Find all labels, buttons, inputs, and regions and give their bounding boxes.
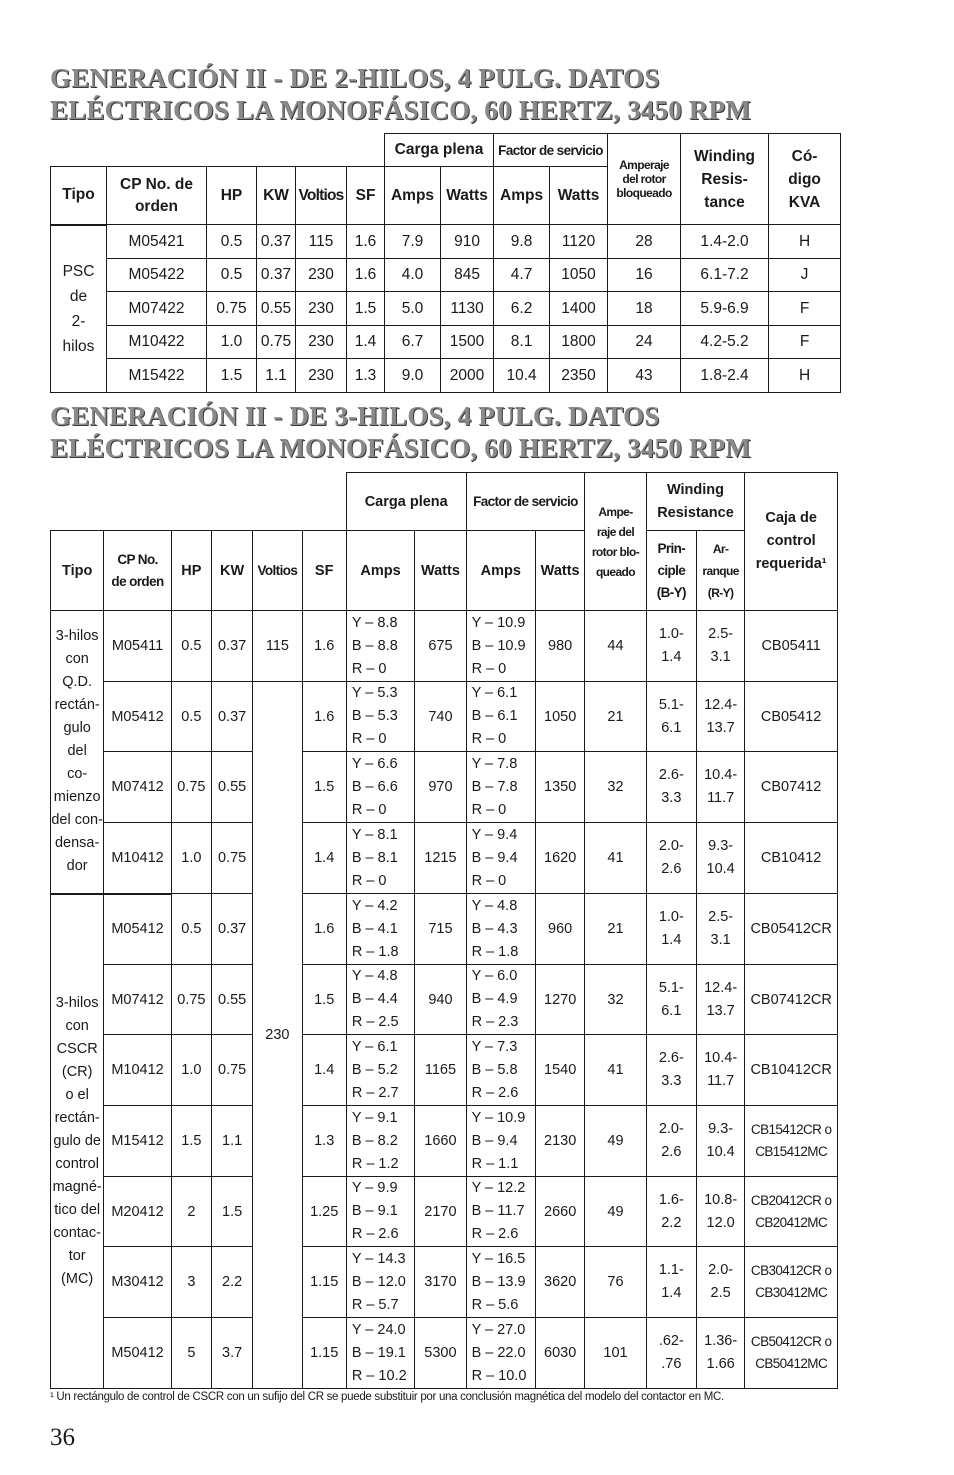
table-row [51, 752, 838, 823]
cell-sf-watts: 960 [536, 894, 585, 965]
cell-cp: M05422 [107, 259, 207, 292]
cell-volts: 115 [253, 611, 302, 682]
cell-hp: 0.5 [207, 259, 257, 292]
header-amps: Amps [385, 167, 441, 225]
cell-cp: M10412 [104, 823, 171, 894]
cell-amps: Y – 14.3 B – 12.0 R – 5.7 [346, 1247, 414, 1318]
cell-watts: 1660 [415, 1106, 466, 1177]
cell-hp: 0.5 [171, 682, 211, 752]
cell-caja: CB07412 [745, 752, 838, 823]
cell-watts: 2000 [441, 359, 494, 393]
cell-sf: 1.6 [347, 259, 385, 292]
cell-resistance: 1.4-2.0 [681, 225, 769, 259]
cell-cp: M05411 [104, 611, 171, 682]
cell-kw: 0.75 [212, 1035, 253, 1106]
cell-watts: 1130 [441, 292, 494, 326]
cell-hp: 0.75 [171, 752, 211, 823]
cell-hp: 3 [171, 1247, 211, 1318]
cell-sf-watts: 3620 [536, 1247, 585, 1318]
header-sf: SF [347, 167, 385, 225]
table-row [51, 1247, 838, 1318]
two-wire-electrical-table [50, 133, 841, 393]
cell-lra: 32 [585, 965, 646, 1035]
cell-watts: 970 [415, 752, 466, 823]
cell-resistance: 1.8-2.4 [681, 359, 769, 393]
cell-sf-amps: 6.2 [494, 292, 550, 326]
cell-principle: 2.0- 2.6 [646, 1106, 696, 1177]
cell-amps: 4.0 [385, 259, 441, 292]
header-cp-no: CP No. de orden [107, 167, 207, 225]
cell-sf-amps: Y – 12.2 B – 11.7 R – 2.6 [466, 1177, 535, 1247]
cell-amps: Y – 5.3 B – 5.3 R – 0 [346, 682, 414, 752]
cell-amps: Y – 6.6 B – 6.6 R – 0 [346, 752, 414, 823]
header-kw: KW [257, 167, 296, 225]
table-row [51, 894, 838, 965]
header-tipo: Tipo [51, 531, 104, 611]
cell-sf: 1.3 [347, 359, 385, 393]
cell-caja: CB05412CR [745, 894, 838, 965]
cell-watts: 715 [415, 894, 466, 965]
header-winding: Winding Resistance [646, 473, 745, 531]
cell-amps: 6.7 [385, 326, 441, 359]
cell-sf-amps: Y – 4.8 B – 4.3 R – 1.8 [466, 894, 535, 965]
cell-caja: CB05411 [745, 611, 838, 682]
cell-principle: 1.6- 2.2 [646, 1177, 696, 1247]
cell-kw: 0.37 [212, 682, 253, 752]
header-tipo: Tipo [51, 167, 107, 225]
cell-amps: Y – 4.2 B – 4.1 R – 1.8 [346, 894, 414, 965]
cell-principle: 2.6- 3.3 [646, 752, 696, 823]
cell-hp: 1.0 [171, 823, 211, 894]
cell-watts: 1165 [415, 1035, 466, 1106]
cell-caja: CB10412CR [745, 1035, 838, 1106]
cell-arranque: 12.4- 13.7 [696, 682, 744, 752]
cell-caja: CB10412 [745, 823, 838, 894]
header-amperaje: Amperaje del rotor bloqueado [608, 134, 681, 225]
cell-volts: 230 [296, 259, 347, 292]
cell-kw: 0.37 [257, 225, 296, 259]
cell-arranque: 12.4- 13.7 [696, 965, 744, 1035]
cell-amps: 7.9 [385, 225, 441, 259]
cell-kw: 0.37 [212, 611, 253, 682]
cell-cp: M07412 [104, 752, 171, 823]
cell-sf-amps: Y – 6.1 B – 6.1 R – 0 [466, 682, 535, 752]
cell-caja: CB15412CR o CB15412MC [745, 1106, 838, 1177]
cell-sf: 1.15 [302, 1318, 346, 1389]
cell-sf-watts: 1050 [550, 259, 608, 292]
cell-watts: 1500 [441, 326, 494, 359]
cell-kva: J [769, 259, 841, 292]
header-winding: Winding Resis- tance [681, 134, 769, 225]
cell-cp: M07422 [107, 292, 207, 326]
cell-cp: M05421 [107, 225, 207, 259]
cell-resistance: 6.1-7.2 [681, 259, 769, 292]
section1-title [50, 62, 870, 126]
cell-sf: 1.25 [302, 1177, 346, 1247]
cell-lra: 18 [608, 292, 681, 326]
cell-sf-amps: Y – 6.0 B – 4.9 R – 2.3 [466, 965, 535, 1035]
cell-sf: 1.6 [302, 682, 346, 752]
cell-cp: M10412 [104, 1035, 171, 1106]
table-row [51, 259, 841, 292]
cell-kw: 0.37 [257, 259, 296, 292]
cell-arranque: 9.3- 10.4 [696, 1106, 744, 1177]
cell-watts: 1215 [415, 823, 466, 894]
cell-watts: 5300 [415, 1318, 466, 1389]
header-carga-plena: Carga plena [346, 473, 466, 531]
cell-sf-amps: Y – 10.9 B – 10.9 R – 0 [466, 611, 535, 682]
footnote: ¹ Un rectángulo de control de CSCR con un sufijo del CR se puede substituir por una conclusión magnética del modelo del contactor en MC. [50, 1391, 724, 1403]
page-number: 36 [50, 1424, 75, 1451]
cell-sf: 1.5 [347, 292, 385, 326]
cell-principle: .62- .76 [646, 1318, 696, 1389]
header-sf: SF [302, 531, 346, 611]
header-hp: HP [171, 531, 211, 611]
cell-arranque: 10.4- 11.7 [696, 1035, 744, 1106]
cell-sf-amps: 9.8 [494, 225, 550, 259]
cell-sf-watts: 980 [536, 611, 585, 682]
tipo-qd: 3-hilos con Q.D. rectán- gulo del co- mienzo del con- densa- dor [51, 611, 104, 894]
cell-sf-watts: 1050 [536, 682, 585, 752]
cell-sf: 1.6 [302, 894, 346, 965]
header-hp: HP [207, 167, 257, 225]
cell-caja: CB20412CR o CB20412MC [745, 1177, 838, 1247]
cell-amps: Y – 9.1 B – 8.2 R – 1.2 [346, 1106, 414, 1177]
section1-title-line1: GENERACIÓN II - DE 2-HILOS, 4 PULG. DATOS [50, 63, 660, 93]
header-blank [51, 134, 385, 167]
cell-sf-amps: Y – 10.9 B – 9.4 R – 1.1 [466, 1106, 535, 1177]
header-factor-servicio: Factor de servicio [494, 134, 608, 167]
cell-sf-watts: 2350 [550, 359, 608, 393]
cell-principle: 2.0- 2.6 [646, 823, 696, 894]
cell-arranque: 10.8- 12.0 [696, 1177, 744, 1247]
cell-kw: 1.1 [212, 1106, 253, 1177]
cell-lra: 49 [585, 1106, 646, 1177]
cell-cp: M30412 [104, 1247, 171, 1318]
cell-caja: CB07412CR [745, 965, 838, 1035]
cell-lra: 43 [608, 359, 681, 393]
cell-lra: 49 [585, 1177, 646, 1247]
header-voltios: Voltios [253, 531, 302, 611]
section2-title-line2: ELÉCTRICOS LA MONOFÁSICO, 60 HERTZ, 3450 RPM [50, 433, 751, 463]
cell-kw: 0.55 [212, 965, 253, 1035]
cell-sf-watts: 1540 [536, 1035, 585, 1106]
cell-cp: M15422 [107, 359, 207, 393]
cell-amps: Y – 6.1 B – 5.2 R – 2.7 [346, 1035, 414, 1106]
cell-sf: 1.5 [302, 965, 346, 1035]
cell-sf-watts: 1620 [536, 823, 585, 894]
cell-sf-amps: 4.7 [494, 259, 550, 292]
cell-amps: Y – 4.8 B – 4.4 R – 2.5 [346, 965, 414, 1035]
cell-amps: Y – 24.0 B – 19.1 R – 10.2 [346, 1318, 414, 1389]
cell-cp: M07412 [104, 965, 171, 1035]
cell-principle: 1.0- 1.4 [646, 894, 696, 965]
cell-sf-amps: Y – 16.5 B – 13.9 R – 5.6 [466, 1247, 535, 1318]
cell-sf-amps: 10.4 [494, 359, 550, 393]
cell-lra: 101 [585, 1318, 646, 1389]
cell-sf: 1.15 [302, 1247, 346, 1318]
header-sf-amps: Amps [466, 531, 535, 611]
three-wire-electrical-table [50, 472, 838, 1389]
header-principle: Prin- ciple (B-Y) [646, 531, 696, 611]
cell-arranque: 1.36- 1.66 [696, 1318, 744, 1389]
header-watts: Watts [415, 531, 466, 611]
cell-principle: 5.1- 6.1 [646, 682, 696, 752]
cell-cp: M20412 [104, 1177, 171, 1247]
table-row [51, 1035, 838, 1106]
cell-hp: 1.5 [171, 1106, 211, 1177]
cell-amps: Y – 8.8 B – 8.8 R – 0 [346, 611, 414, 682]
header-arranque: Ar- ranque (R-Y) [696, 531, 744, 611]
cell-kw: 0.75 [212, 823, 253, 894]
header-carga-plena: Carga plena [385, 134, 494, 167]
table-row [51, 1177, 838, 1247]
cell-amps: Y – 8.1 B – 8.1 R – 0 [346, 823, 414, 894]
header-caja-control: Caja de control requerida¹ [745, 473, 838, 611]
cell-sf-watts: 2130 [536, 1106, 585, 1177]
table-row [51, 965, 838, 1035]
cell-watts: 3170 [415, 1247, 466, 1318]
cell-arranque: 2.0- 2.5 [696, 1247, 744, 1318]
cell-hp: 2 [171, 1177, 211, 1247]
cell-watts: 675 [415, 611, 466, 682]
cell-sf-amps: Y – 9.4 B – 9.4 R – 0 [466, 823, 535, 894]
cell-kw: 0.55 [212, 752, 253, 823]
cell-sf: 1.6 [347, 225, 385, 259]
cell-principle: 5.1- 6.1 [646, 965, 696, 1035]
cell-sf: 1.4 [302, 823, 346, 894]
cell-sf-watts: 1270 [536, 965, 585, 1035]
cell-sf: 1.6 [302, 611, 346, 682]
header-sf-watts: Watts [536, 531, 585, 611]
cell-kw: 0.75 [257, 326, 296, 359]
cell-watts: 2170 [415, 1177, 466, 1247]
cell-hp: 0.75 [171, 965, 211, 1035]
cell-lra: 21 [585, 682, 646, 752]
cell-kva: F [769, 292, 841, 326]
cell-sf: 1.4 [302, 1035, 346, 1106]
cell-sf-watts: 1800 [550, 326, 608, 359]
cell-hp: 0.75 [207, 292, 257, 326]
cell-caja: CB05412 [745, 682, 838, 752]
cell-kw: 1.5 [212, 1177, 253, 1247]
table-row [51, 682, 838, 752]
table-row [51, 611, 838, 682]
table-row [51, 359, 841, 393]
cell-hp: 1.5 [207, 359, 257, 393]
cell-hp: 1.0 [171, 1035, 211, 1106]
header-blank [51, 473, 347, 531]
cell-hp: 0.5 [207, 225, 257, 259]
header-amps: Amps [346, 531, 414, 611]
header-factor-servicio: Factor de servicio [466, 473, 585, 531]
cell-cp: M05412 [104, 682, 171, 752]
header-codigo-kva: Có- digo KVA [769, 134, 841, 225]
table-row [51, 326, 841, 359]
cell-caja: CB30412CR o CB30412MC [745, 1247, 838, 1318]
cell-kw: 3.7 [212, 1318, 253, 1389]
table-row [51, 225, 841, 259]
header-voltios: Voltios [296, 167, 347, 225]
cell-lra: 76 [585, 1247, 646, 1318]
cell-cp: M10422 [107, 326, 207, 359]
header-sf-watts: Watts [550, 167, 608, 225]
cell-watts: 910 [441, 225, 494, 259]
cell-volts: 115 [296, 225, 347, 259]
cell-volts: 230 [296, 359, 347, 393]
cell-volts: 230 [296, 292, 347, 326]
cell-cp: M50412 [104, 1318, 171, 1389]
cell-lra: 21 [585, 894, 646, 965]
cell-hp: 0.5 [171, 894, 211, 965]
cell-sf-amps: 8.1 [494, 326, 550, 359]
cell-principle: 1.1- 1.4 [646, 1247, 696, 1318]
cell-arranque: 2.5- 3.1 [696, 894, 744, 965]
cell-arranque: 2.5- 3.1 [696, 611, 744, 682]
cell-kva: H [769, 359, 841, 393]
cell-arranque: 9.3- 10.4 [696, 823, 744, 894]
cell-kva: H [769, 225, 841, 259]
cell-kw: 2.2 [212, 1247, 253, 1318]
cell-amps: 9.0 [385, 359, 441, 393]
cell-lra: 28 [608, 225, 681, 259]
cell-lra: 16 [608, 259, 681, 292]
cell-sf-watts: 2660 [536, 1177, 585, 1247]
cell-lra: 41 [585, 1035, 646, 1106]
cell-resistance: 4.2-5.2 [681, 326, 769, 359]
section2-title-line1: GENERACIÓN II - DE 3-HILOS, 4 PULG. DATOS [50, 401, 660, 431]
cell-watts: 940 [415, 965, 466, 1035]
cell-sf-amps: Y – 27.0 B – 22.0 R – 10.0 [466, 1318, 535, 1389]
table-row [51, 1318, 838, 1389]
cell-lra: 41 [585, 823, 646, 894]
section1-title-line2: ELÉCTRICOS LA MONOFÁSICO, 60 HERTZ, 3450 RPM [50, 95, 751, 125]
table-row [51, 823, 838, 894]
cell-sf: 1.4 [347, 326, 385, 359]
cell-sf: 1.5 [302, 752, 346, 823]
table-row [51, 1106, 838, 1177]
header-watts: Watts [441, 167, 494, 225]
cell-hp: 0.5 [171, 611, 211, 682]
cell-hp: 1.0 [207, 326, 257, 359]
cell-caja: CB50412CR o CB50412MC [745, 1318, 838, 1389]
cell-sf-amps: Y – 7.8 B – 7.8 R – 0 [466, 752, 535, 823]
cell-sf-watts: 1350 [536, 752, 585, 823]
cell-volts: 230 [296, 326, 347, 359]
cell-kva: F [769, 326, 841, 359]
cell-lra: 24 [608, 326, 681, 359]
cell-sf-watts: 1400 [550, 292, 608, 326]
cell-watts: 740 [415, 682, 466, 752]
cell-amps: Y – 9.9 B – 9.1 R – 2.6 [346, 1177, 414, 1247]
tipo-cscr: 3-hilos con CSCR (CR) o el rectán- gulo de control magné- tico del contac- tor (MC) [51, 894, 104, 1389]
header-sf-amps: Amps [494, 167, 550, 225]
cell-arranque: 10.4- 11.7 [696, 752, 744, 823]
cell-cp: M15412 [104, 1106, 171, 1177]
cell-cp: M05412 [104, 894, 171, 965]
cell-kw: 1.1 [257, 359, 296, 393]
cell-sf-watts: 1120 [550, 225, 608, 259]
cell-sf-amps: Y – 7.3 B – 5.8 R – 2.6 [466, 1035, 535, 1106]
cell-lra: 44 [585, 611, 646, 682]
cell-lra: 32 [585, 752, 646, 823]
header-kw: KW [212, 531, 253, 611]
tipo-psc: PSC de 2- hilos [51, 225, 107, 393]
table-row [51, 292, 841, 326]
cell-kw: 0.55 [257, 292, 296, 326]
header-amperaje: Ampe- raje del rotor blo- queado [585, 473, 646, 611]
cell-volts-merged: 230 [253, 682, 302, 1389]
cell-resistance: 5.9-6.9 [681, 292, 769, 326]
cell-kw: 0.37 [212, 894, 253, 965]
header-cp-no: CP No. de orden [104, 531, 171, 611]
cell-principle: 2.6- 3.3 [646, 1035, 696, 1106]
section2-title [50, 400, 870, 464]
cell-watts: 845 [441, 259, 494, 292]
cell-sf-watts: 6030 [536, 1318, 585, 1389]
cell-sf: 1.3 [302, 1106, 346, 1177]
cell-principle: 1.0- 1.4 [646, 611, 696, 682]
cell-amps: 5.0 [385, 292, 441, 326]
cell-hp: 5 [171, 1318, 211, 1389]
